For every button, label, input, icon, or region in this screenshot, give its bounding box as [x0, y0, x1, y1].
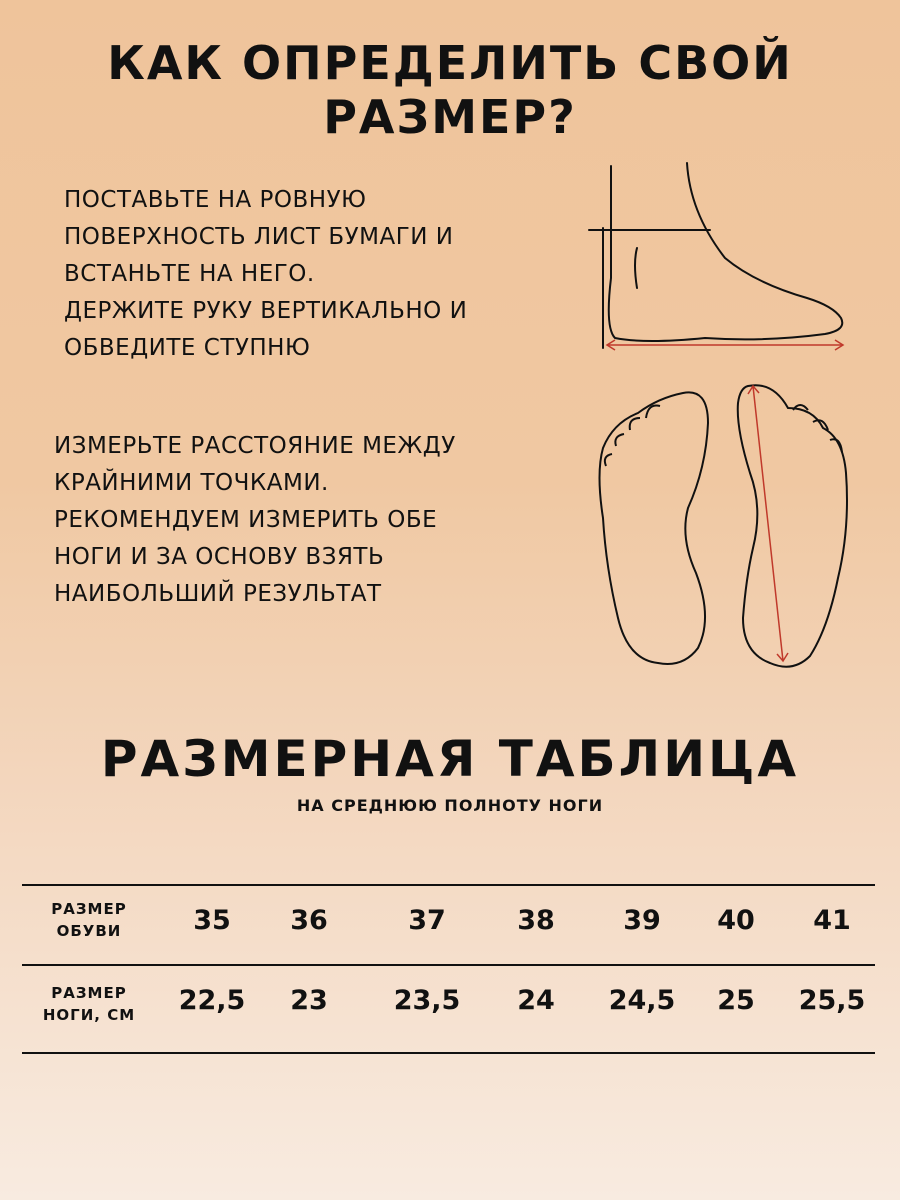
table-bottom-border: [22, 1052, 875, 1054]
table-top-border: [22, 884, 875, 886]
instruction-step-1: [64, 182, 467, 367]
shoe-size-cell: 38: [517, 905, 555, 936]
row-label-shoe-size: РАЗМЕР ОБУВИ: [51, 900, 127, 940]
shoe-size-cell: 35: [193, 905, 231, 936]
instruction-line: ИЗМЕРЬТЕ РАССТОЯНИЕ МЕЖДУ: [54, 433, 456, 459]
instruction-line: КРАЙНИМИ ТОЧКАМИ.: [54, 470, 329, 496]
table-row-divider: [22, 964, 875, 966]
shoe-size-cell: 40: [717, 905, 755, 936]
footprint-right-measured-icon: [738, 385, 847, 666]
shoe-size-cell: 41: [813, 905, 851, 936]
instruction-line: ПОВЕРХНОСТЬ ЛИСТ БУМАГИ И: [64, 224, 454, 250]
foot-length-cell: 25,5: [798, 985, 866, 1016]
row-label-foot-length: РАЗМЕР НОГИ, СМ: [42, 984, 136, 1024]
foot-length-cell: 22,5: [178, 985, 246, 1016]
instruction-line: ВСТАНЬТЕ НА НЕГО.: [64, 261, 315, 287]
instruction-line: ОБВЕДИТЕ СТУПНЮ: [64, 335, 311, 361]
instruction-line: НАИБОЛЬШИЙ РЕЗУЛЬТАТ: [54, 581, 382, 607]
shoe-size-cell: 37: [408, 905, 446, 936]
instruction-line: НОГИ И ЗА ОСНОВУ ВЗЯТЬ: [54, 544, 385, 570]
foot-length-cell: 24: [517, 985, 555, 1016]
instruction-step-2: [54, 428, 456, 613]
foot-length-cell: 23,5: [393, 985, 461, 1016]
footprint-left-icon: [600, 392, 709, 664]
foot-length-cell: 23: [290, 985, 328, 1016]
shoe-size-cell: 36: [290, 905, 328, 936]
page-title: КАК ОПРЕДЕЛИТЬ СВОЙ РАЗМЕР?: [107, 36, 793, 144]
table-title: РАЗМЕРНАЯ ТАБЛИЦА: [100, 730, 800, 788]
shoe-size-cell: 39: [623, 905, 661, 936]
footprints-icon: [588, 378, 863, 673]
instruction-line: ПОСТАВЬТЕ НА РОВНУЮ: [64, 187, 367, 213]
foot-length-cell: 24,5: [608, 985, 676, 1016]
instruction-line: РЕКОМЕНДУЕМ ИЗМЕРИТЬ ОБЕ: [54, 507, 438, 533]
instruction-line: ДЕРЖИТЕ РУКУ ВЕРТИКАЛЬНО И: [64, 298, 468, 324]
table-subtitle: НА СРЕДНЮЮ ПОЛНОТУ НОГИ: [296, 796, 604, 815]
foot-side-outline-icon: [585, 158, 855, 358]
foot-length-cell: 25: [717, 985, 755, 1016]
